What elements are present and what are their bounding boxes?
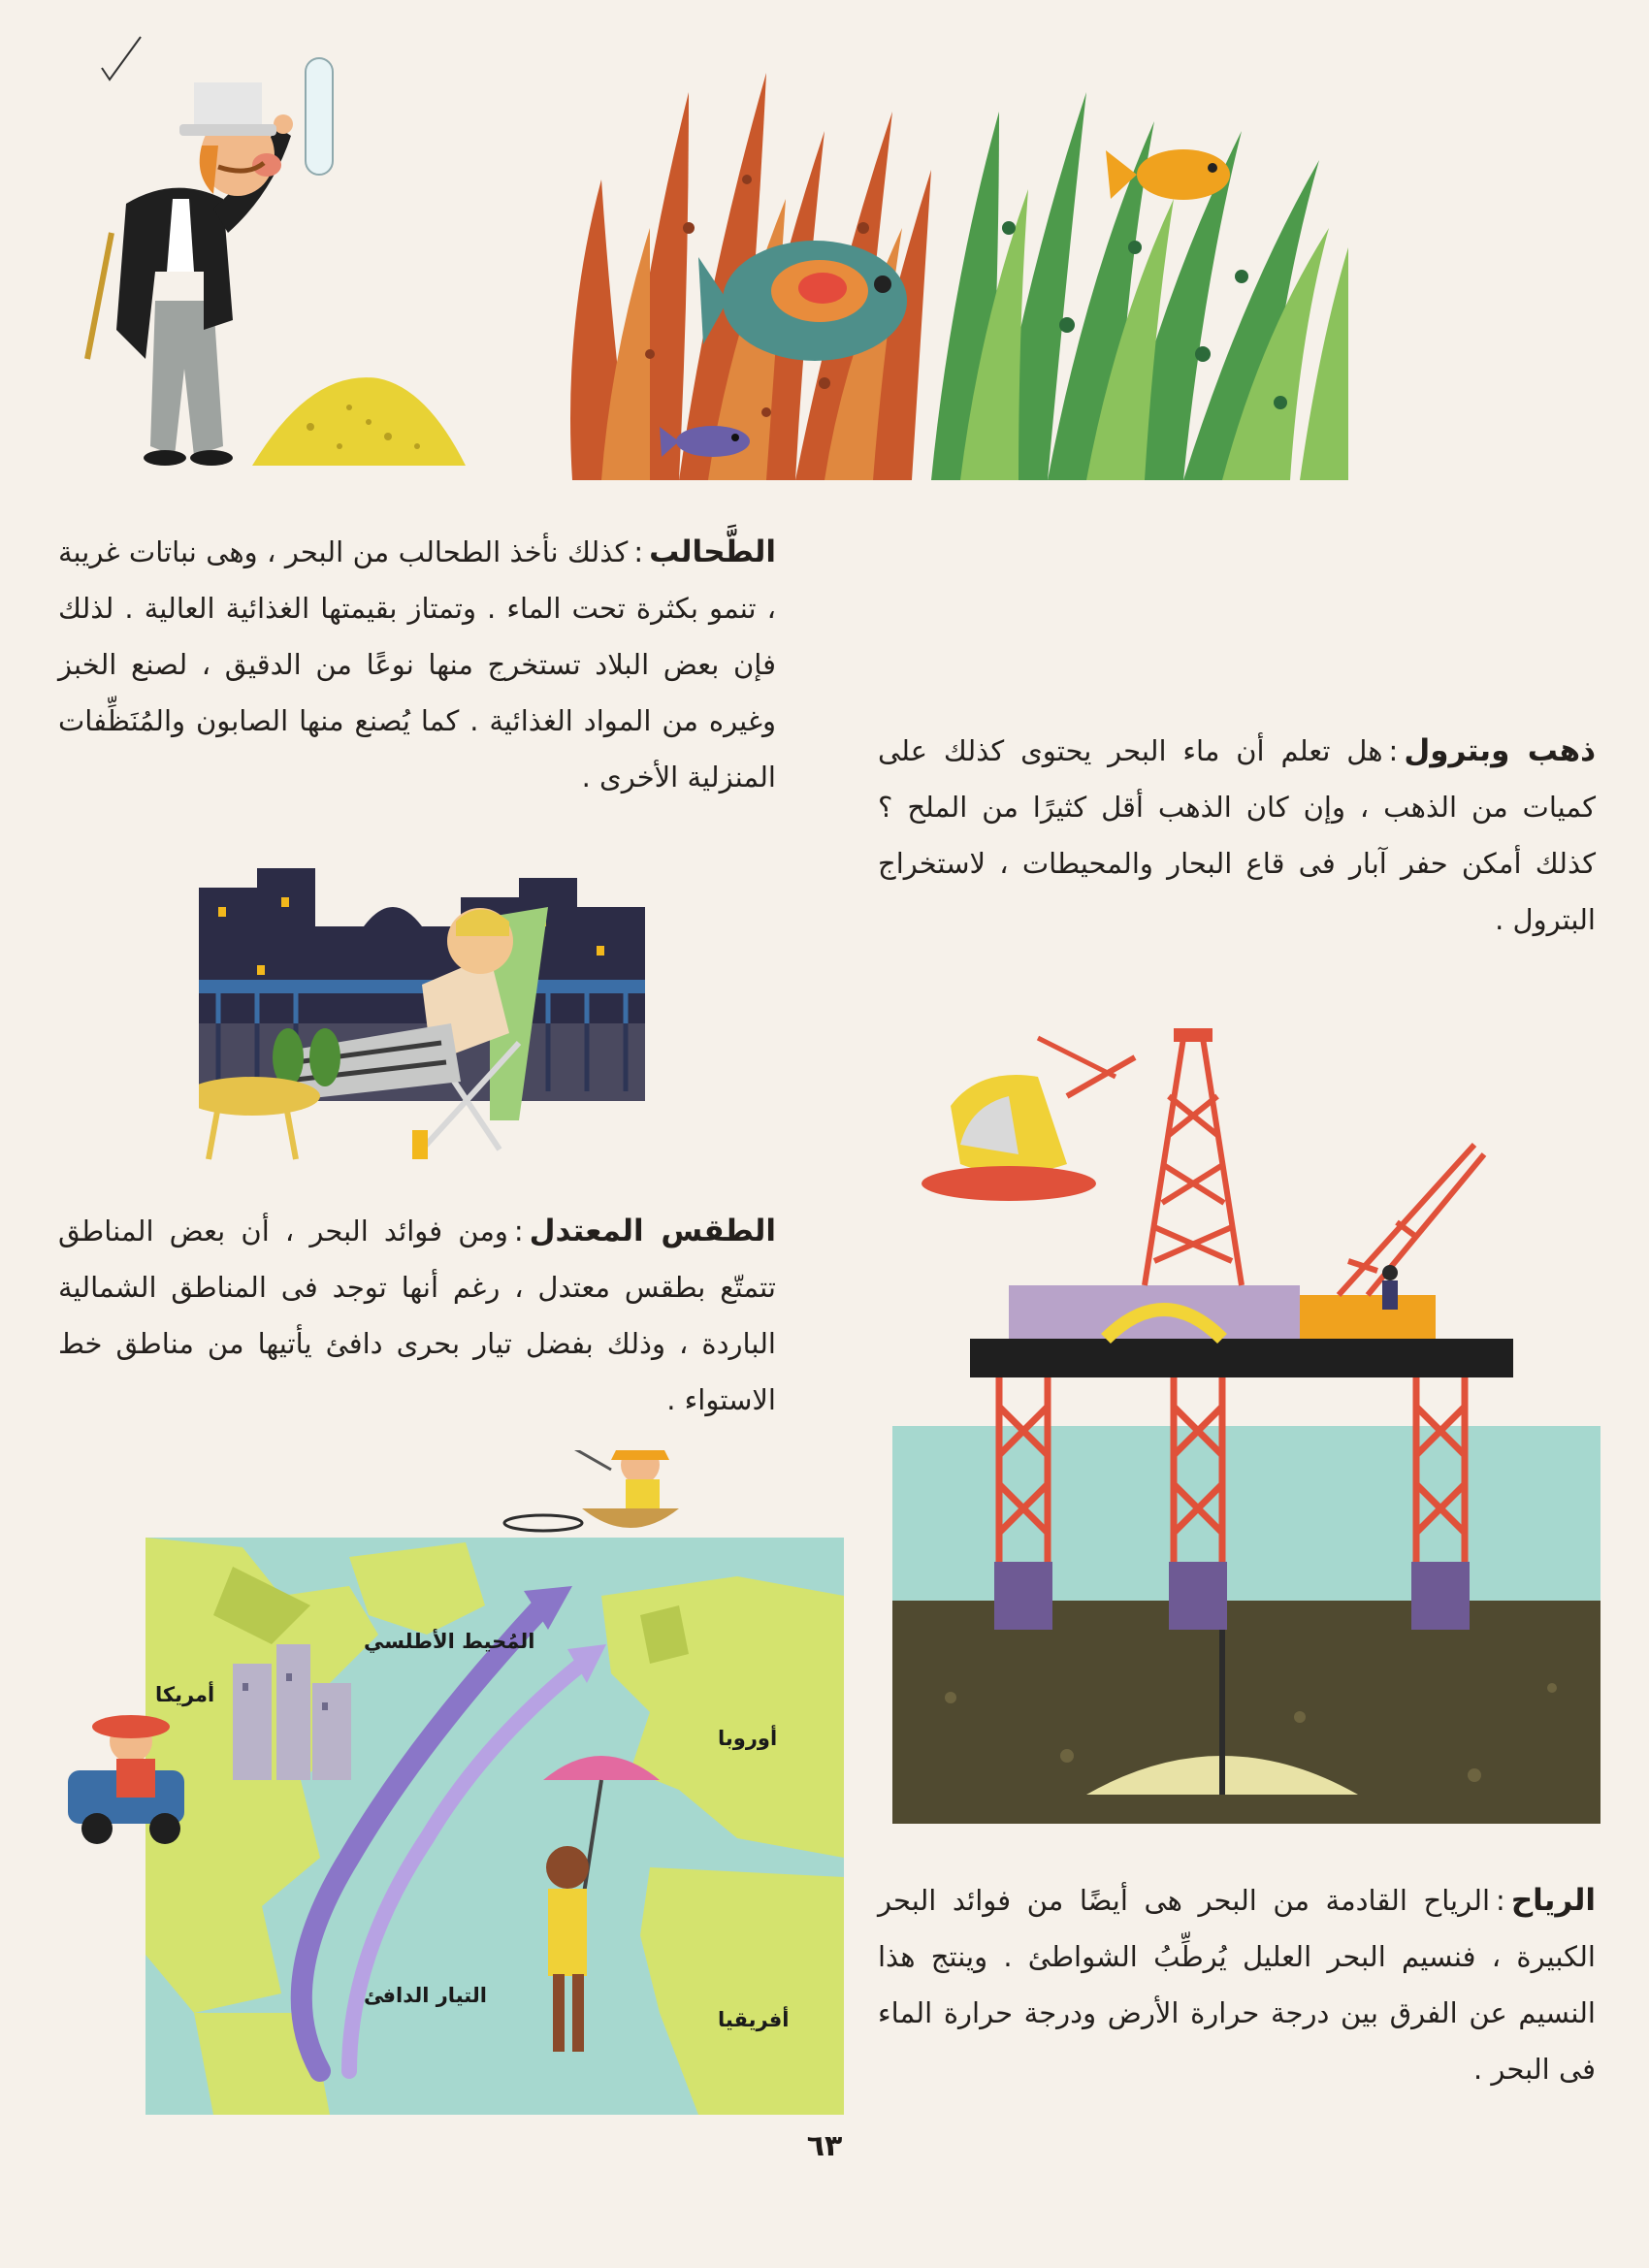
winds-heading: الرياح xyxy=(1510,1883,1596,1918)
map-label-europe: أوروبا xyxy=(718,1727,778,1750)
algae-text: كذلك نأخذ الطحالب من البحر ، وهى نباتات غريبة ، تنمو بكثرة تحت الماء . وتمتاز بقيمتها الغذائية العالية . لذلك فإن بعض البلاد تستخرج منها نوعًا من الدقيق ، لصنع الخبز وغيره من المواد الغذائية . كما يُصنع منها الصابون والمُنَظِّفات المنزلية الأخرى . xyxy=(58,535,776,794)
map-label-africa: أفريقيا xyxy=(718,2008,790,2031)
gold-oil-paragraph xyxy=(878,723,1596,948)
map-label-america: أمريكا xyxy=(155,1683,215,1706)
winds-text: الرياح القادمة من البحر هى أيضًا من فوائد البحر الكبيرة ، فنسيم البحر العليل يُرطِّبُ الشواطئ . وينتج هذا النسيم عن الفرق بين درجة حرارة الأرض ودرجة حرارة الماء فى البحر . xyxy=(878,1884,1596,2086)
map-label-warm-current: التيار الدافئ xyxy=(364,1984,487,2007)
climate-text: ومن فوائد البحر ، أن بعض المناطق تتمتّع بطقس معتدل ، رغم أنها توجد فى المناطق الشمالية الباردة ، وذلك بفضل تيار بحرى دافئ يأتيها من مناطق خط الاستواء . xyxy=(58,1215,776,1416)
map-label-atlantic: المُحيط الأطلسي xyxy=(364,1630,535,1653)
climate-separator: : xyxy=(513,1215,524,1247)
algae-heading: الطَّحالب xyxy=(649,535,776,569)
climate-heading: الطقس المعتدل xyxy=(529,1214,776,1248)
gold-oil-separator: : xyxy=(1388,734,1399,767)
sunbather-balcony-illustration xyxy=(199,868,674,1169)
gold-oil-text: هل تعلم أن ماء البحر يحتوى كذلك على كميات من الذهب ، وإن كان الذهب أقل كثيرًا من الملح ؟ كذلك أمكن حفر آبار فى قاع البحار والمحيطات ، لاستخراج البترول . xyxy=(878,734,1596,936)
page-number: ٦٣ xyxy=(806,2129,843,2163)
warm-current-map xyxy=(58,1450,844,2115)
winds-separator: : xyxy=(1496,1884,1505,1917)
climate-paragraph xyxy=(58,1203,776,1428)
oil-rig-illustration xyxy=(892,1019,1600,1853)
algae-separator: : xyxy=(633,535,644,568)
gold-oil-heading: ذهب وبترول xyxy=(1404,733,1596,768)
winds-paragraph xyxy=(878,1872,1596,2097)
algae-paragraph xyxy=(58,524,776,805)
seaweed-and-fish-illustration xyxy=(543,34,1620,490)
man-with-test-tube-illustration xyxy=(58,39,485,475)
